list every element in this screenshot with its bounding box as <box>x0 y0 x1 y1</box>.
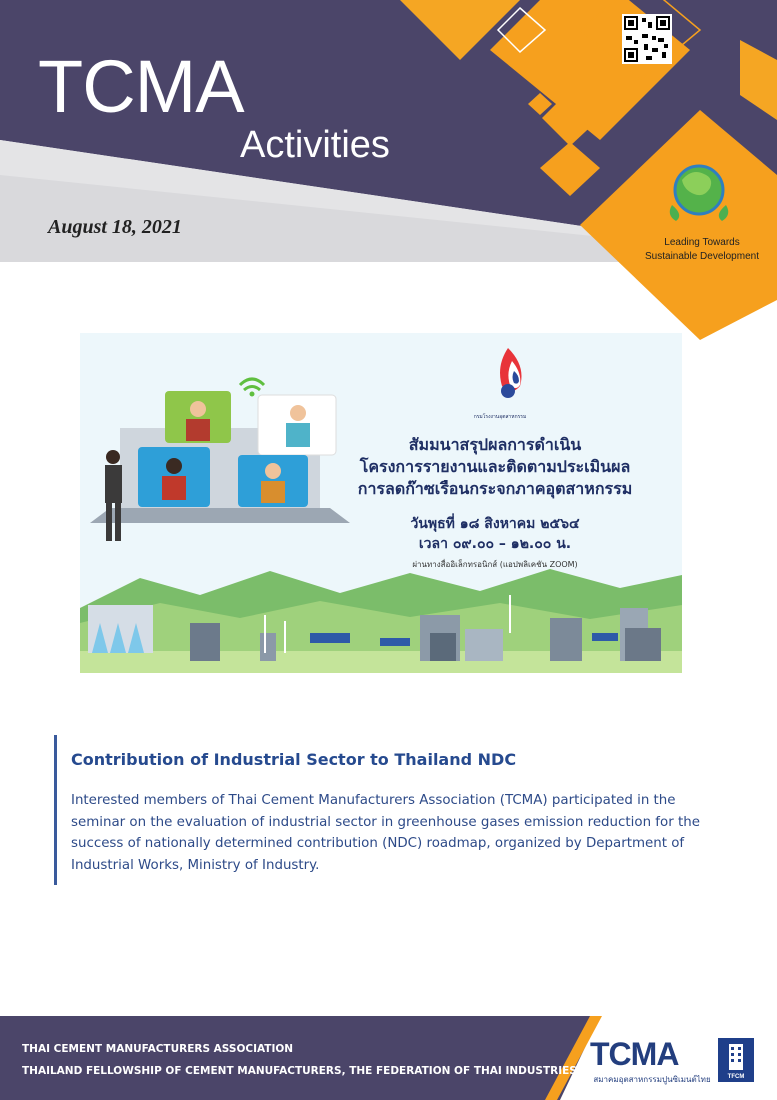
page-subtitle: Activities <box>240 124 390 166</box>
tfcm-logo-text: TFCM <box>727 1074 745 1080</box>
tcma-logo: TCMA <box>590 1036 679 1072</box>
page-title: TCMA <box>38 45 244 128</box>
banner-time: เวลา ๐๙.๐๐ – ๑๒.๐๐ น. <box>418 536 572 552</box>
tagline <box>640 236 764 264</box>
banner-line-2: โครงการรายงานและติดตามประเมินผล <box>359 457 631 476</box>
banner-illustration <box>80 333 682 673</box>
footer-federation-name: THAILAND FELLOWSHIP OF CEMENT MANUFACTURERS, THE FEDERATION OF THAI INDUSTRIES <box>22 1065 577 1077</box>
footer-association-name: THAI CEMENT MANUFACTURERS ASSOCIATION <box>22 1043 294 1055</box>
tagline-line-2: Sustainable Development <box>645 251 759 262</box>
banner-date: วันพุธที่ ๑๘ สิงหาคม ๒๕๖๔ <box>410 516 580 532</box>
building-icon <box>718 1038 754 1072</box>
department-logo-text: กรมโรงงานอุตสาหกรรม <box>473 414 527 420</box>
article <box>54 735 717 885</box>
tagline-line-1: Leading Towards <box>664 237 740 248</box>
tfcm-logo <box>718 1038 754 1082</box>
banner-line-3: การลดก๊าซเรือนกระจกภาคอุตสาหกรรม <box>357 479 633 498</box>
tcma-logo-subtext: สมาคมอุตสาหกรรมปูนซิเมนต์ไทย <box>593 1075 711 1084</box>
article-headline: Contribution of Industrial Sector to Thailand NDC <box>71 750 517 769</box>
banner-line-1: สัมมนาสรุปผลการดำเนิน <box>408 435 582 454</box>
seminar-banner <box>80 333 682 673</box>
footer <box>0 1016 777 1100</box>
banner-platform: ผ่านทางสื่ออิเล็กทรอนิกส์ (แอปพลิเคชัน ZOOM) <box>412 560 578 569</box>
article-body: Interested members of Thai Cement Manufacturers Association (TCMA) participated in the seminar on the evaluation of industrial sector in greenhouse gases emission reduction for the success of nationally determined contribution (NDC) roadmap, organized by Department of Industrial Works, Ministry of Industry. <box>71 793 700 873</box>
publication-date: August 18, 2021 <box>48 216 182 238</box>
qr-code <box>622 14 672 64</box>
